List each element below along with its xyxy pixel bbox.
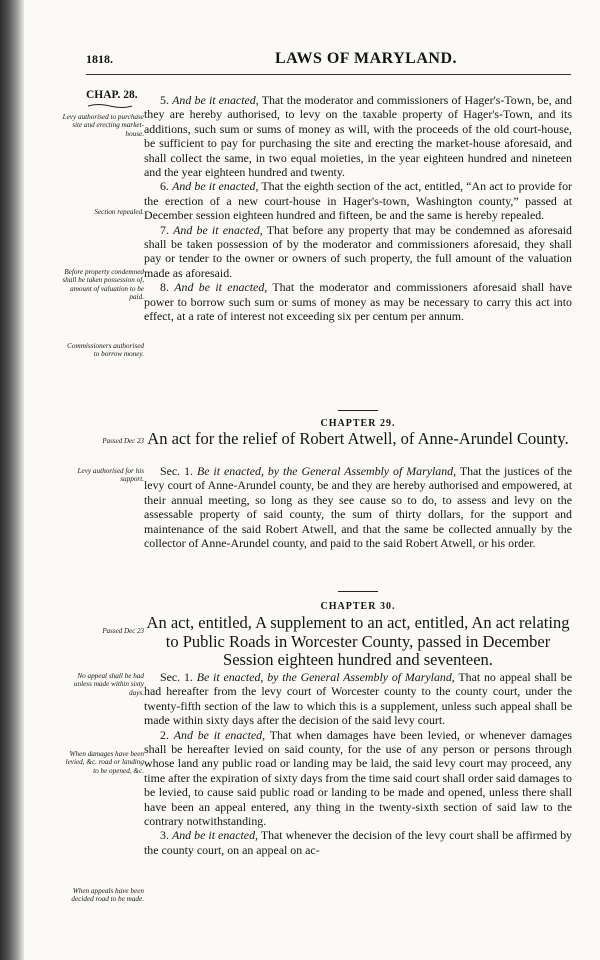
margin-note-when-appeals: When appeals have been decided road to be made. bbox=[71, 887, 144, 904]
chapter-30-section-2 bbox=[144, 728, 572, 829]
ornament-flourish bbox=[86, 103, 134, 109]
section-text: That no appeal shall be had hereafter from the levy court of Worcester county to the county court, under the twenty-fifth section of the law to which this is a supplement, unless such appeal shall be made within sixty days after the decision of the said levy court. bbox=[144, 670, 572, 728]
margin-note-no-appeal: No appeal shall be had unless made within sixty days. bbox=[73, 672, 144, 697]
margin-note-levy-support: Levy authorised for his support. bbox=[77, 467, 144, 484]
chapter-29-body bbox=[144, 464, 572, 550]
enacting-clause: And be it enacted, bbox=[173, 727, 266, 742]
chapter-28-body bbox=[144, 93, 572, 324]
section-number: 7. bbox=[160, 222, 174, 237]
margin-note-before-property: Before property condemned shall be taken possession of, amount of valuation to be paid. bbox=[62, 268, 144, 302]
enacting-clause: And be it enacted, bbox=[173, 222, 263, 237]
section-text: That whenever the decision of the levy court shall be affirmed by the county court, on an appeal on ac- bbox=[144, 828, 572, 857]
enacting-clause: And be it enacted, bbox=[172, 93, 259, 107]
section-text: That before any property that may be condemned as aforesaid shall be taken possession of by the moderator and commissioners aforesaid, they shall pay or tender to the owner or owners of such property, the full amount of the valuation made as aforesaid. bbox=[144, 222, 572, 280]
chapter-29-heading: CHAPTER 29. bbox=[320, 418, 396, 429]
section-number: 5. bbox=[160, 93, 173, 107]
chapter-30-heading: CHAPTER 30. bbox=[320, 601, 396, 612]
chapter-29-title: An act for the relief of Robert Atwell, of Anne-Arundel County. bbox=[147, 429, 569, 448]
section-number: 8. bbox=[160, 280, 175, 295]
section-6 bbox=[144, 179, 572, 222]
section-text: That the eighth section of the act, entitled, “An act to provide for the erection of a new court-house in Hager's-town, Washington county,” passed at December session eighteen hundred and fifteen, be and the same is hereby repealed. bbox=[144, 179, 572, 223]
enacting-clause: And be it enacted, bbox=[172, 179, 259, 194]
chapter-30-section-1 bbox=[144, 670, 572, 728]
chapter-29-section-1 bbox=[144, 464, 572, 550]
section-7 bbox=[144, 223, 572, 281]
section-text: That the moderator and commissioners aforesaid shall have power to borrow such sum or sums of money as may be necessary to carry this act into effect, at a rate of interest not exceeding six per centum per annum. bbox=[144, 280, 573, 324]
chapter-30-passed-date: Passed Dec 23 bbox=[102, 627, 144, 635]
enacting-clause: And be it enacted, bbox=[174, 280, 268, 295]
chapter-30-title: An act, entitled, A supplement to an act, entitled, An act relating to Public Roads in Worcester County, passed in December Session eighteen hundred and seventeen. bbox=[146, 613, 570, 669]
enacting-clause: And be it enacted, bbox=[171, 828, 258, 843]
margin-note-borrow-money: Commissioners authorised to borrow money. bbox=[67, 342, 144, 359]
chapter-29-passed-date: Passed Dec 23 bbox=[102, 437, 144, 445]
section-text: That the moderator and commissioners of Hager's-Town, be, and they are hereby authorised, to levy on the taxable property of Hager's-Town, and its additions, such sum or sums of money as will, with the proceeds of the old court-house, be sufficient to pay for purchasing the site and erecting the market-house aforesaid, and shall collect the same, in two equal moieties, in the year eighteen hundred and nineteen and the year eighteen hundred and twenty. bbox=[144, 93, 572, 180]
section-text: That the justices of the levy court of Anne-Arundel county, be and they are hereby authorised and empowered, at their annual meeting, so long as they see cause so to do, to assess and levy on the assessable property of said county, the sum of thirty dollars, for the support and maintenance of the said Robert Atwell, and that the same be collected annually by the collector of Anne-Arundel county, and paid to the said Robert Atwell, or his order. bbox=[144, 464, 572, 551]
chapter-30-body bbox=[144, 670, 572, 857]
divider-rule bbox=[338, 591, 378, 592]
margin-note-section-repealed: Section repealed. bbox=[94, 208, 144, 216]
chapter-30-section-3 bbox=[144, 828, 572, 857]
running-title: LAWS OF MARYLAND. bbox=[274, 50, 457, 67]
enacting-clause: Be it enacted, by the General Assembly of Maryland, bbox=[196, 670, 455, 684]
divider-rule bbox=[338, 410, 378, 411]
margin-note-when-damages: When damages have been levied, &c. road or landing to be opened, &c. bbox=[65, 750, 144, 775]
section-text: That when damages have been levied, or whenever damages shall be hereafter levied on said county, for the use of any person or persons through whose land any public road or landing may be laid, the said levy court may proceed, any time after the expiration of sixty days from the time said court shall order said damages to be levied, to cause said public road or landing to be made and opened, unless there shall have been an appeal entered, any thing in the twenty-sixth section of said law to the contrary notwithstanding. bbox=[144, 727, 572, 829]
section-number: 3. bbox=[160, 828, 172, 843]
section-number: 2. bbox=[160, 727, 174, 742]
enacting-clause: Be it enacted, by the General Assembly of Maryland, bbox=[196, 464, 457, 478]
chapter-28-label: CHAP. 28. bbox=[86, 89, 138, 101]
section-number: Sec. 1. bbox=[160, 464, 193, 478]
margin-note-levy-authorised: Levy authorised to purchase site and erecting market-house. bbox=[62, 113, 144, 138]
section-number: Sec. 1. bbox=[160, 670, 197, 684]
page-year: 1818. bbox=[86, 52, 113, 66]
section-8 bbox=[144, 280, 572, 323]
header-rule bbox=[86, 74, 571, 75]
section-5 bbox=[144, 93, 572, 179]
section-number: 6. bbox=[160, 179, 173, 194]
page-header bbox=[86, 50, 576, 72]
